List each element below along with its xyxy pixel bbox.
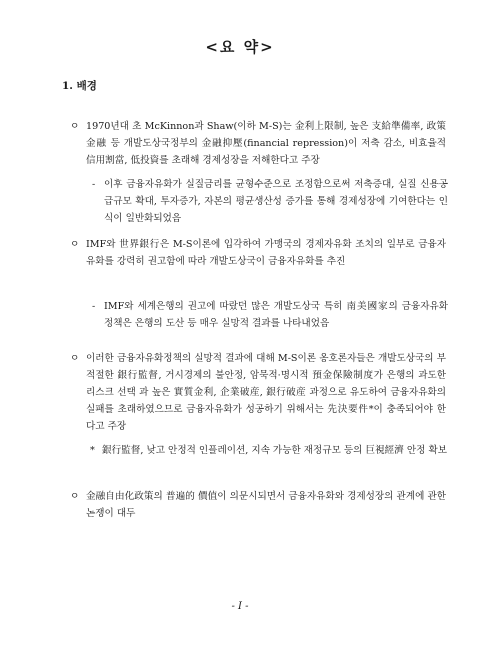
bullet-text: 1970년대 초 McKinnon과 Shaw(이하 M-S)는 金利上限制, 높은 支給準備率, 政策金融 등 개발도상국정부의 金融抑壓(financial repression)이 저축 감소, 비효율적 信用割當, 低投資를 초래해 경제성장을 저해한다고 주장 bbox=[86, 121, 446, 166]
dash-bullet-icon: - bbox=[92, 301, 96, 312]
bullet-item bbox=[70, 350, 446, 435]
bullet-item bbox=[70, 488, 446, 522]
circle-bullet-icon: ㅇ bbox=[70, 491, 80, 502]
bullet-text: 이러한 금융자유화정책의 실망적 결과에 대해 M-S이론 옹호론자들은 개발도상국의 부적절한 銀行監督, 거시경제의 불안정, 암묵적·명시적 預金保險制度가 은행의 과도한 리스크 선택 과 높은 實質金利, 企業破産, 銀行破産 과정으로 유도하여 금융자유화의 실패를 초래하였으므로 금융자유화가 성공하기 위해서는 先決要件*이 충족되어야 한다고 주장 bbox=[86, 353, 446, 432]
sub-bullet-text: IMF와 세계은행의 권고에 따랐던 많은 개발도상국 특히 南美國家의 금융자유화 정책은 은행의 도산 등 매우 실망적 결과를 나타내었음 bbox=[104, 301, 448, 329]
footnote-text: 銀行監督, 낮고 안정적 인플레이션, 지속 가능한 재정규모 등의 巨視經濟 안정 확보 bbox=[102, 445, 448, 456]
section-heading: 1. 배경 bbox=[62, 80, 97, 92]
bullet-text: 金融自由化政策의 普遍的 價值이 의문시되면서 금융자유화와 경제성장의 관계에 관한 논쟁이 대두 bbox=[86, 491, 446, 519]
sub-bullet-item bbox=[92, 176, 448, 227]
bullet-item bbox=[70, 118, 446, 169]
bullet-text: IMF와 世界銀行은 M-S이론에 입각하여 가맹국의 경제자유화 조치의 일부로 금융자유화를 강력히 권고함에 따라 개발도상국이 금융자유화를 추진 bbox=[86, 239, 446, 267]
page-number: - I - bbox=[231, 601, 249, 612]
sub-bullet-item bbox=[92, 298, 448, 332]
dash-bullet-icon: - bbox=[92, 179, 96, 190]
circle-bullet-icon: ㅇ bbox=[70, 353, 80, 364]
footnote-item bbox=[90, 442, 448, 459]
page-title: <요 약> bbox=[205, 38, 275, 56]
asterisk-icon: * bbox=[90, 445, 95, 456]
circle-bullet-icon: ㅇ bbox=[70, 239, 80, 250]
sub-bullet-text: 이후 금융자유화가 실질금리를 균형수준으로 조정함으로써 저축증대, 실질 신용공급규모 확대, 투자증가, 자본의 평균생산성 증가를 통해 경제성장에 기여한다는 인식이 일반화되었음 bbox=[104, 179, 448, 224]
circle-bullet-icon: ㅇ bbox=[70, 121, 80, 132]
bullet-item bbox=[70, 236, 446, 270]
